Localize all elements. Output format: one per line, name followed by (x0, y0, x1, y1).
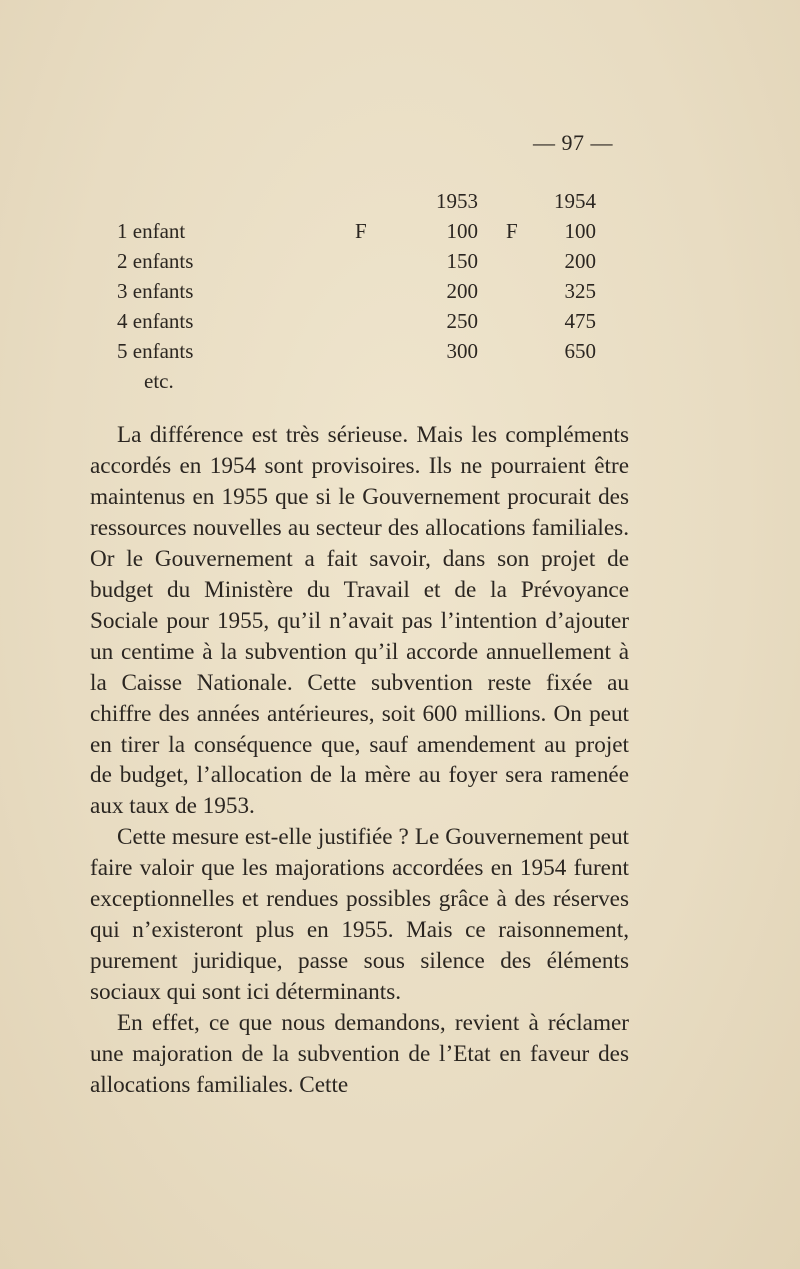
page-number: — 97 — (533, 130, 613, 155)
table-header-row (117, 186, 617, 216)
allowance-table (117, 186, 617, 396)
currency-1953: F (355, 219, 367, 243)
body-text (90, 420, 629, 1101)
row-label: 1 enfant (117, 219, 186, 243)
value-1953: 100 (446, 219, 478, 243)
value-1953: 300 (446, 339, 478, 363)
value-1954: 650 (564, 339, 596, 363)
table-row (117, 246, 617, 276)
currency-1954: F (506, 219, 518, 243)
paragraph: En effet, ce que nous demandons, revient à réclamer une majoration de la subvention de l’Etat en faveur des allocations familiales. Cette (90, 1010, 629, 1099)
value-1954: 325 (564, 279, 596, 303)
value-1954: 200 (564, 249, 596, 273)
table-row-etc (117, 366, 617, 396)
value-1954: 100 (564, 219, 596, 243)
column-header-1954: 1954 (554, 189, 596, 213)
value-1953: 150 (446, 249, 478, 273)
table-row (117, 336, 617, 366)
value-1954: 475 (564, 309, 596, 333)
value-1953: 250 (446, 309, 478, 333)
etc-label: etc. (144, 369, 174, 393)
row-label: 5 enfants (117, 339, 194, 363)
paragraph: Cette mesure est-elle justifiée ? Le Gouvernement peut faire valoir que les majorations accordées en 1954 furent exceptionnelles et rendues possibles grâce à des réserves qui n’existeront plus en 1955. Mais ce raisonnement, purement juridique, passe sous silence des éléments sociaux qui sont ici déterminants. (90, 824, 629, 1006)
table-row (117, 216, 617, 246)
value-1953: 200 (446, 279, 478, 303)
paragraph: La différence est très sérieuse. Mais les compléments accordés en 1954 sont provisoires. Ils ne pourraient être maintenus en 1955 que si le Gouvernement procurait des ressources nouvelles au secteur des allocations familiales. Or le Gouvernement a fait savoir, dans son projet de budget du Ministère du Travail et de la Prévoyance Sociale pour 1955, qu’il n’avait pas l’intention d’ajouter un centime à la subvention qu’il accorde annuellement à la Caisse Nationale. Cette subvention reste fixée au chiffre des années antérieures, soit 600 millions. On peut en tirer la conséquence que, sauf amendement au projet de budget, l’allocation de la mère au foyer sera ramenée aux taux de 1953. (90, 422, 629, 820)
table-row (117, 306, 617, 336)
row-label: 4 enfants (117, 309, 194, 333)
row-label: 3 enfants (117, 279, 194, 303)
table-row (117, 276, 617, 306)
column-header-1953: 1953 (436, 189, 478, 213)
row-label: 2 enfants (117, 249, 194, 273)
